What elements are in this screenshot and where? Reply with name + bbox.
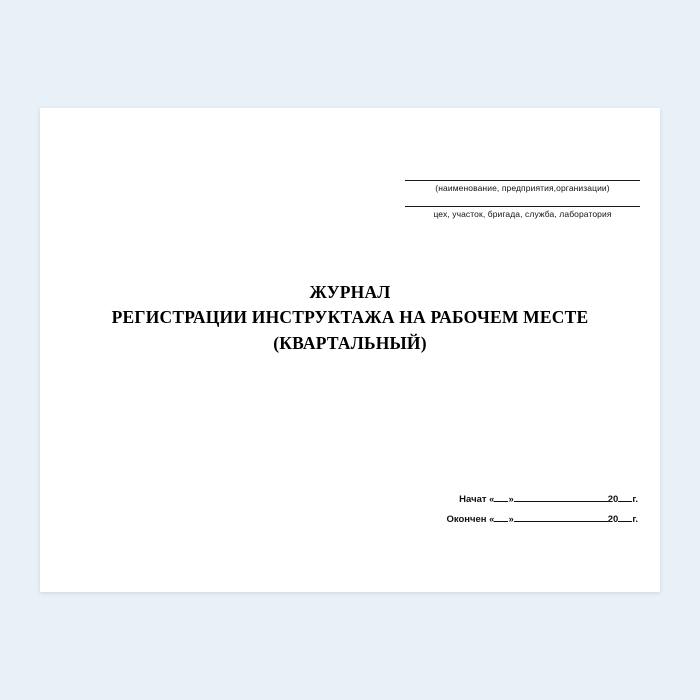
document-title: [40, 280, 660, 356]
started-year-blank: [618, 492, 632, 502]
started-mid: »: [508, 494, 514, 506]
date-fields: [446, 490, 638, 530]
organization-name-caption: (наименование, предприятия,организации): [435, 183, 610, 193]
started-suffix: г.: [632, 494, 638, 506]
started-row: [446, 490, 638, 510]
finished-suffix: г.: [632, 514, 638, 526]
finished-mid: »: [508, 514, 514, 526]
subdivision-caption: цех, участок, бригада, служба, лаборатория: [433, 208, 612, 219]
title-line-2: РЕГИСТРАЦИИ ИНСТРУКТАЖА НА РАБОЧЕМ МЕСТЕ: [111, 307, 589, 328]
finished-label: Окончен «: [446, 514, 495, 526]
title-line-1: ЖУРНАЛ: [309, 282, 391, 302]
organization-fields: [405, 180, 640, 219]
started-day-blank: [494, 492, 508, 502]
journal-cover-page: [40, 108, 660, 592]
started-label: Начат «: [459, 494, 495, 506]
started-year: 20: [607, 494, 619, 506]
title-line-3: (КВАРТАЛЬНЫЙ): [273, 332, 427, 353]
finished-row: [446, 510, 638, 530]
started-month-blank: [514, 492, 608, 502]
finished-month-blank: [514, 512, 608, 522]
finished-year: 20: [607, 514, 619, 526]
finished-year-blank: [618, 512, 632, 522]
finished-day-blank: [494, 512, 508, 522]
